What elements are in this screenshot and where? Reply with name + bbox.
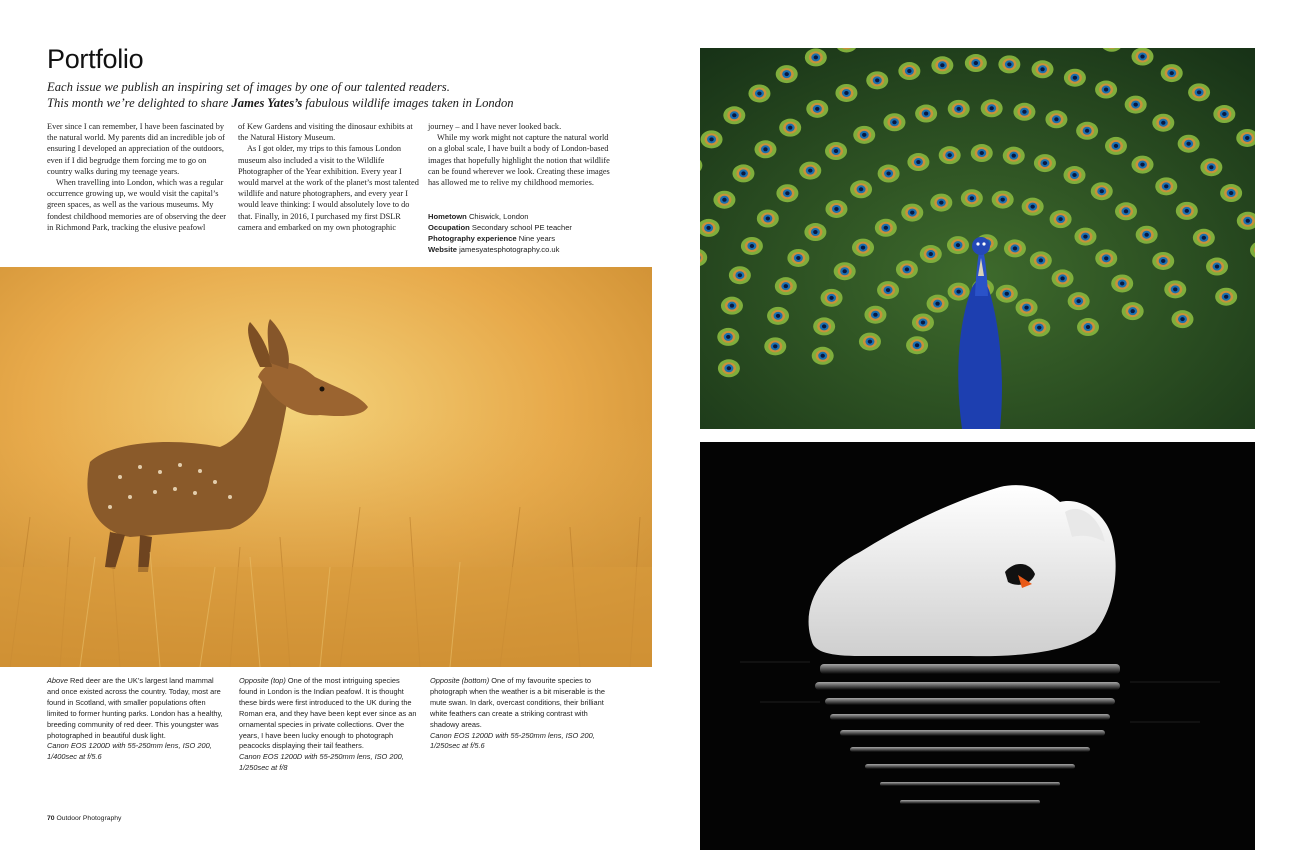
fact-label: Occupation — [428, 222, 470, 232]
peacock-eye-spot — [1013, 246, 1017, 250]
peacock-eye-spot — [766, 216, 770, 220]
peacock-eye-spot — [1173, 287, 1177, 291]
peacock-eye-spot — [1114, 144, 1118, 148]
peacock-eye-spot — [1161, 121, 1165, 125]
fact-occupation — [428, 223, 613, 234]
peacock-eye-spot — [859, 187, 863, 191]
peacock-eye-spot — [785, 191, 789, 195]
peacock-eye-spot — [892, 120, 896, 124]
magazine-name: Outdoor Photography — [56, 815, 122, 822]
peacock-eye-spot — [1180, 317, 1184, 321]
body-column-1 — [47, 121, 232, 233]
peacock-eye-spot — [1130, 309, 1134, 313]
caption-text: One of the most intriguing species found in London is the Indian peafowl. It is thought these birds were first introduced to the UK during the Roman era, and they have been kept ever since as an ornamental species in private collections. Over the years, I have been lucky enough to photograph peacocks displaying their tail feathers. — [239, 676, 417, 751]
peacock-eye-spot — [989, 106, 993, 110]
peacock-eye-spot — [1164, 184, 1168, 188]
standfirst-line-2 — [47, 95, 647, 111]
peacock-eye-spot — [709, 137, 713, 141]
peacock-eye-spot — [784, 284, 788, 288]
peacock-eye-spot — [915, 343, 919, 347]
peacock-eye-spot — [1124, 209, 1128, 213]
peacock-eye-spot — [1073, 76, 1077, 80]
peacock-eye-spot — [940, 63, 944, 67]
peacock-eye-spot — [1245, 136, 1249, 140]
fact-label: Photography experience — [428, 233, 517, 243]
peacock-eye-spot — [834, 149, 838, 153]
body-paragraph: When travelling into London, which was a regular occurrence growing up, we would visit the capital’s green spaces, as well as the various museums. My fondest childhood memories are of observing the deer in Richmond Park, tracking the elusive peafowl — [47, 178, 227, 232]
peacock-eye-spot — [886, 172, 890, 176]
peacock-eye-spot — [956, 290, 960, 294]
body-paragraph: As I got older, my trips to this famous London museum also included a visit to the Wildlife Photographer of the Year exhibition. Every year I would marvel at the work of the planet’s most talented wildlife and nature photographers, and every year I would leave thinking: I would absolutely love to do that. Finally, in 2016, I purchased my first DSLR camera and embarked on my own photographic — [238, 144, 419, 232]
peacock-eye-spot — [957, 107, 961, 111]
peacock-eye-spot — [861, 246, 865, 250]
peacock-eye-spot — [907, 69, 911, 73]
peacock-eye-spot — [1104, 256, 1108, 260]
peacock-photo — [700, 48, 1255, 429]
peacock-eye-spot — [738, 273, 742, 277]
peacock-eye-spot — [1086, 325, 1090, 329]
peacock-eye-spot — [1100, 189, 1104, 193]
peacock-eye-spot — [815, 107, 819, 111]
peacock-eye-spot — [1007, 62, 1011, 66]
peacock-eye-spot — [1083, 235, 1087, 239]
page-title: Portfolio — [47, 44, 144, 74]
peacock-eye-spot — [1043, 161, 1047, 165]
fact-experience — [428, 234, 613, 245]
peacock-eye-spot — [1104, 88, 1108, 92]
peacock-eye-spot — [1076, 299, 1080, 303]
peacock-eye-spot — [1197, 90, 1201, 94]
peacock-eye-spot — [929, 252, 933, 256]
peacock-eye-spot — [1224, 295, 1228, 299]
standfirst-text: This month we’re delighted to share — [47, 96, 232, 110]
peacock-eye-spot — [873, 313, 877, 317]
peacock-eye-spot — [1161, 259, 1165, 263]
fact-label: Hometown — [428, 212, 467, 221]
caption-text: Red deer are the UK’s largest land mammal and once existed across the country. Today, most are found in Scotland, with smaller populations often limited to former hunting parks. London has a healthy, breeding community of red deer. This youngster was photographed in beautiful dusk light. — [47, 676, 223, 740]
standfirst-text-end: fabulous wildlife images taken in London — [302, 96, 514, 110]
caption-deer — [47, 676, 227, 763]
peacock-eye-spot — [1215, 265, 1219, 269]
peacock-eye-spot — [970, 196, 974, 200]
caption-lead: Opposite (top) — [239, 676, 286, 685]
fact-value: Nine years — [518, 233, 556, 243]
caption-swan — [430, 676, 610, 752]
peacock-eye-spot — [1072, 173, 1076, 177]
peacock-eye-spot — [1000, 198, 1004, 202]
caption-lead: Opposite (bottom) — [430, 676, 490, 685]
peacock-eye-spot — [1222, 112, 1226, 116]
peacock-eye-spot — [1170, 71, 1174, 75]
peacock-eye-spot — [750, 244, 754, 248]
peacock-eye-spot — [1012, 154, 1016, 158]
photographer-name: James Yates’s — [231, 96, 303, 110]
peacock-eye-spot — [814, 55, 818, 59]
body-paragraph: journey – and I have never looked back. — [428, 122, 562, 131]
peacock-eye-spot — [1186, 142, 1190, 146]
caption-text: One of my favourite species to photograph when the weather is a bit miserable is the mute swan. In dark, overcast conditions, their brilliant white feathers can create a striking contrast with shadowy areas. — [430, 676, 606, 729]
peacock-eye-spot — [834, 207, 838, 211]
peacock-eye-spot — [727, 366, 731, 370]
peacock-eye-spot — [822, 324, 826, 328]
body-column-2 — [238, 121, 423, 233]
peacock-eye-spot — [974, 61, 978, 65]
peacock-eye-spot — [842, 269, 846, 273]
peacock-eye-spot — [1058, 217, 1062, 221]
peacock-eye-spot — [924, 112, 928, 116]
peacock-eye-spot — [788, 126, 792, 130]
deer-photo — [0, 267, 652, 667]
fact-hometown — [428, 212, 613, 223]
peacock-eye-spot — [844, 91, 848, 95]
caption-camera: Canon EOS 1200D with 55-250mm lens, ISO 200, 1/250sec at f/5.6 — [430, 730, 595, 751]
peacock-eye-spot — [947, 153, 951, 157]
peacock-eye-spot — [757, 91, 761, 95]
peacock-eye-spot — [821, 354, 825, 358]
peacock-eye-spot — [726, 335, 730, 339]
peacock-eye-spot — [1060, 276, 1064, 280]
peacock-eye-spot — [1202, 236, 1206, 240]
peacock-eye-spot — [905, 267, 909, 271]
fact-label: Website — [428, 244, 457, 254]
peacock-eye-spot — [785, 72, 789, 76]
body-paragraph: Ever since I can remember, I have been fascinated by the natural world. My parents did an incredible job of ensuring I developed an appreciation of the outdoors, even if I did begrudge them forcing me to go on country walks during my teenage years. — [47, 122, 225, 176]
peacock-eye-spot — [722, 198, 726, 202]
peacock-eye-spot — [808, 169, 812, 173]
peacock-eye-spot — [886, 288, 890, 292]
peacock-eye-spot — [862, 133, 866, 137]
peacock-eye-spot — [706, 226, 710, 230]
peacock-eye-spot — [1039, 258, 1043, 262]
photographer-facts — [428, 212, 613, 256]
peacock-eye-spot — [730, 304, 734, 308]
peacock-eye-spot — [868, 340, 872, 344]
peacock-eye-spot — [829, 296, 833, 300]
peacock-eye-spot — [1144, 233, 1148, 237]
fact-value: jamesyatesphotography.co.uk — [459, 244, 560, 254]
body-column-3 — [428, 121, 613, 188]
peacock-eye-spot — [1140, 163, 1144, 167]
peacock-eye-spot — [741, 171, 745, 175]
standfirst-line-1: Each issue we publish an inspiring set of images by one of our talented readers. — [47, 80, 450, 94]
peacock-eye-spot — [1185, 209, 1189, 213]
peacock-eye-spot — [980, 151, 984, 155]
body-paragraph: of Kew Gardens and visiting the dinosaur exhibits at the Natural History Museum. — [238, 122, 413, 143]
peacock-eye-spot — [935, 302, 939, 306]
swan-photo — [700, 442, 1255, 850]
peacock-eye-spot — [921, 320, 925, 324]
peacock-eye-spot — [773, 344, 777, 348]
peacock-eye-spot — [1024, 306, 1028, 310]
peacock-eye-spot — [1040, 67, 1044, 71]
caption-lead: Above — [47, 676, 68, 685]
peacock-eye-spot — [796, 256, 800, 260]
standfirst — [47, 79, 647, 111]
fact-website — [428, 245, 613, 256]
caption-peacock — [239, 676, 417, 774]
peacock-eye-spot — [1005, 292, 1009, 296]
peacock-eye-spot — [763, 147, 767, 151]
body-paragraph: While my work might not capture the natural world on a global scale, I have built a body of London-based images that hopefully highlight the notion that wildlife can be found wherever we look. Creating these images has allowed me to relive my childhood memories. — [428, 133, 610, 188]
fact-value: Chiswick, London — [468, 212, 529, 221]
peacock-eye-spot — [939, 201, 943, 205]
peacock-eye-spot — [1085, 129, 1089, 133]
peacock-eye-spot — [1037, 326, 1041, 330]
peacock-eye-spot — [916, 160, 920, 164]
page-number: 70 — [47, 815, 55, 822]
peacock-eye-spot — [1140, 55, 1144, 59]
peacock-eye-spot — [1054, 117, 1058, 121]
fact-value: Secondary school PE teacher — [471, 222, 572, 232]
peacock-eye-spot — [910, 211, 914, 215]
peacock-eye-spot — [1030, 205, 1034, 209]
peacock-eye-spot — [1120, 281, 1124, 285]
caption-camera: Canon EOS 1200D with 55-250mm lens, ISO 200, 1/250sec at f/8 — [239, 752, 404, 773]
peacock-eye-spot — [875, 78, 879, 82]
peacock-eye-spot — [776, 314, 780, 318]
peacock-eye-spot — [1133, 103, 1137, 107]
peacock-eye-spot — [884, 226, 888, 230]
peacock-eye-spot — [1209, 165, 1213, 169]
peacock-eye-spot — [1022, 110, 1026, 114]
page-folio — [47, 815, 121, 822]
peacock-eye-spot — [956, 243, 960, 247]
peacock-eye-spot — [1229, 191, 1233, 195]
peacock-eye-spot — [732, 113, 736, 117]
peacock-eye-spot — [813, 230, 817, 234]
caption-camera: Canon EOS 1200D with 55-250mm lens, ISO 200, 1/400sec at f/5.6 — [47, 741, 212, 762]
peacock-eye-spot — [1246, 219, 1250, 223]
